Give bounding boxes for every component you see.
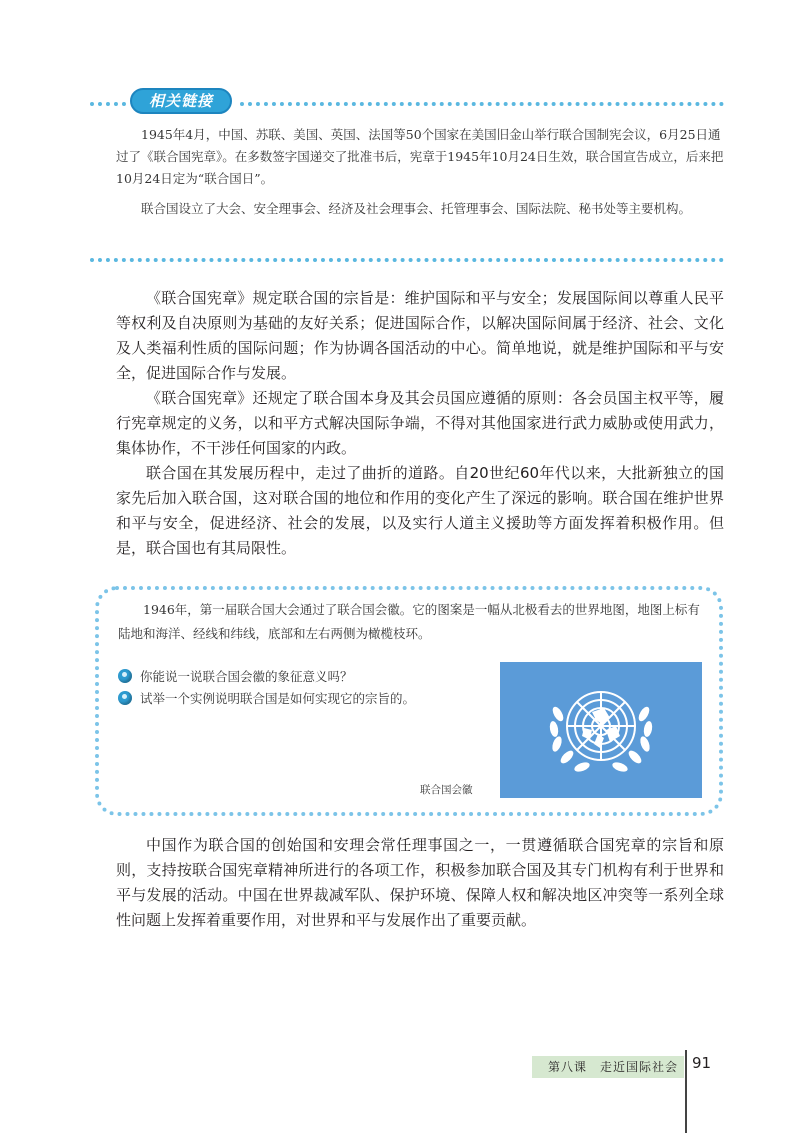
question-text-2: 试举一个实例说明联合国是如何实现它的宗旨的。	[140, 691, 416, 706]
page-divider-rule	[685, 1050, 687, 1133]
bullet-icon	[118, 691, 132, 705]
un-emblem-icon	[540, 674, 662, 786]
question-text-1: 你能说一说联合国会徽的象征意义吗？	[140, 669, 353, 684]
related-links-paragraph-2: 联合国设立了大会、安全理事会、经济及社会理事会、托管理事会、国际法院、秘书处等主要机构。	[141, 201, 692, 216]
lesson-title: 第八课 走近国际社会	[548, 1060, 679, 1074]
related-links-tag: 相关链接	[130, 88, 232, 114]
page-number: 91	[692, 1054, 712, 1072]
body-paragraph-2: 《联合国宪章》还规定了联合国本身及其会员国应遵循的原则：各会员国主权平等，履行宪章规定的义务，以和平方式解决国际争端，不得对其他国家进行武力威胁或使用武力，集体协作，不干涉任何国家的内政。	[116, 389, 724, 457]
dotted-divider-top-left	[90, 102, 126, 106]
body-paragraph-4: 中国作为联合国的创始国和安理会常任理事国之一，一贯遵循联合国宪章的宗旨和原则，支持按联合国宪章精神所进行的各项工作，积极参加联合国及其专门机构有利于世界和平与发展的活动。中国在世界裁减军队、保护环境、保障人权和解决地区冲突等一系列全球性问题上发挥着重要作用，对世界和平与发展作出了重要贡献。	[116, 836, 724, 929]
dotted-divider-top-right	[240, 102, 724, 106]
body-paragraph-3: 联合国在其发展历程中，走过了曲折的道路。自20世纪60年代以来，大批新独立的国家先后加入联合国，这对联合国的地位和作用的变化产生了深远的影响。联合国在维护世界和平与安全，促进经济、社会的发展，以及实行人道主义援助等方面发挥着积极作用。但是，联合国也有其局限性。	[116, 464, 724, 557]
question-item-2	[140, 690, 480, 708]
un-emblem-image	[500, 662, 702, 798]
activity-intro: 1946年，第一届联合国大会通过了联合国会徽。它的图案是一幅从北极看去的世界地图，地图上标有陆地和海洋、经线和纬线，底部和左右两侧为橄榄枝环。	[118, 602, 700, 641]
question-item-1	[140, 668, 480, 686]
related-links-paragraph-1: 1945年4月，中国、苏联、美国、英国、法国等50个国家在美国旧金山举行联合国制宪会议，6月25日通过了《联合国宪章》。在多数签字国递交了批准书后，宪章于1945年10月24日生效，联合国宣告成立，后来把10月24日定为“联合国日”。	[116, 127, 724, 186]
bullet-icon	[118, 669, 132, 683]
dotted-divider-bottom	[90, 258, 724, 262]
image-caption: 联合国会徽	[420, 784, 473, 796]
body-paragraph-1: 《联合国宪章》规定联合国的宗旨是：维护国际和平与安全；发展国际间以尊重人民平等权利及自决原则为基础的友好关系；促进国际合作，以解决国际间属于经济、社会、文化及人类福利性质的国际问题；作为协调各国活动的中心。简单地说，就是维护国际和平与安全，促进国际合作与发展。	[116, 289, 724, 382]
